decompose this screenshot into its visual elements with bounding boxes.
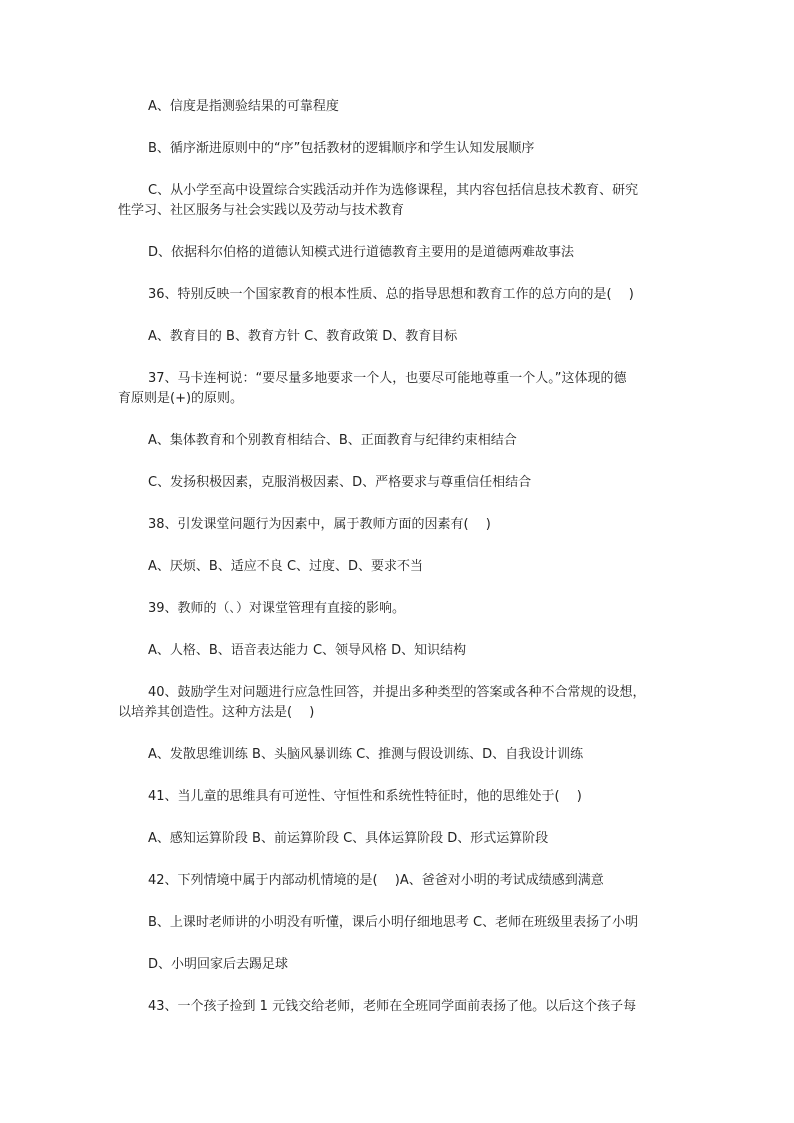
text-line: A、发散思维训练 B、头脑风暴训练 C、推测与假设训练、D、自我设计训练 [148,747,584,762]
text-line: 38、引发课堂问题行为因素中，属于教师方面的因素有( ) [148,517,491,532]
text-line: A、集体教育和个别教育相结合、B、正面教育与纪律约束相结合 [148,433,517,448]
paragraph [118,369,678,409]
paragraph [118,683,678,723]
paragraph [118,181,678,221]
paragraph [118,745,678,765]
text-line: 42、下列情境中属于内部动机情境的是( )A、爸爸对小明的考试成绩感到满意 [148,873,604,888]
text-line: A、厌烦、B、适应不良 C、过度、D、要求不当 [148,559,424,574]
paragraph [118,871,678,891]
paragraph [118,599,678,619]
text-line: 37、马卡连柯说：“要尽量多地要求一个人，也要尽可能地尊重一个人。”这体现的德 [148,371,627,386]
paragraph [118,829,678,849]
text-line: C、发扬积极因素，克服消极因素、D、严格要求与尊重信任相结合 [148,475,532,490]
text-line: D、依据科尔伯格的道德认知模式进行道德教育主要用的是道德两难故事法 [148,245,575,260]
text-line: A、人格、B、语音表达能力 C、领导风格 D、知识结构 [148,643,467,658]
document-page [118,97,678,1039]
paragraph [118,139,678,159]
paragraph [118,243,678,263]
text-line: B、上课时老师讲的小明没有听懂，课后小明仔细地思考 C、老师在班级里表扬了小明 [148,915,639,930]
text-line: 41、当儿童的思维具有可逆性、守恒性和系统性特征时，他的思维处于( ) [148,789,582,804]
text-line: 43、一个孩子捡到 1 元钱交给老师，老师在全班同学面前表扬了他。以后这个孩子每 [148,999,637,1014]
text-line: A、感知运算阶段 B、前运算阶段 C、具体运算阶段 D、形式运算阶段 [148,831,549,846]
text-line: 以培养其创造性。这种方法是( ) [118,705,315,720]
text-line: B、循序渐进原则中的“序”包括教材的逻辑顺序和学生认知发展顺序 [148,141,535,156]
paragraph [118,97,678,117]
paragraph [118,431,678,451]
text-line: 36、特别反映一个国家教育的根本性质、总的指导思想和教育工作的总方向的是( ) [148,287,634,302]
text-line: D、小明回家后去踢足球 [148,957,289,972]
paragraph [118,997,678,1017]
paragraph [118,955,678,975]
paragraph [118,285,678,305]
paragraph [118,913,678,933]
text-line: A、信度是指测验结果的可靠程度 [148,99,339,114]
paragraph [118,787,678,807]
text-line: 性学习、社区服务与社会实践以及劳动与技术教育 [118,203,405,218]
text-line: 育原则是(+)的原则。 [118,391,244,406]
text-line: C、从小学至高中设置综合实践活动并作为选修课程，其内容包括信息技术教育、研究 [148,183,639,198]
paragraph [118,641,678,661]
paragraph [118,557,678,577]
text-line: 40、鼓励学生对问题进行应急性回答，并提出多种类型的答案或各种不合常规的设想， [148,685,646,700]
text-line: 39、教师的（､）对课堂管理有直接的影响。 [148,601,406,616]
paragraph [118,327,678,347]
paragraph [118,515,678,535]
paragraph [118,473,678,493]
text-line: A、教育目的 B、教育方针 C、教育政策 D、教育目标 [148,329,458,344]
